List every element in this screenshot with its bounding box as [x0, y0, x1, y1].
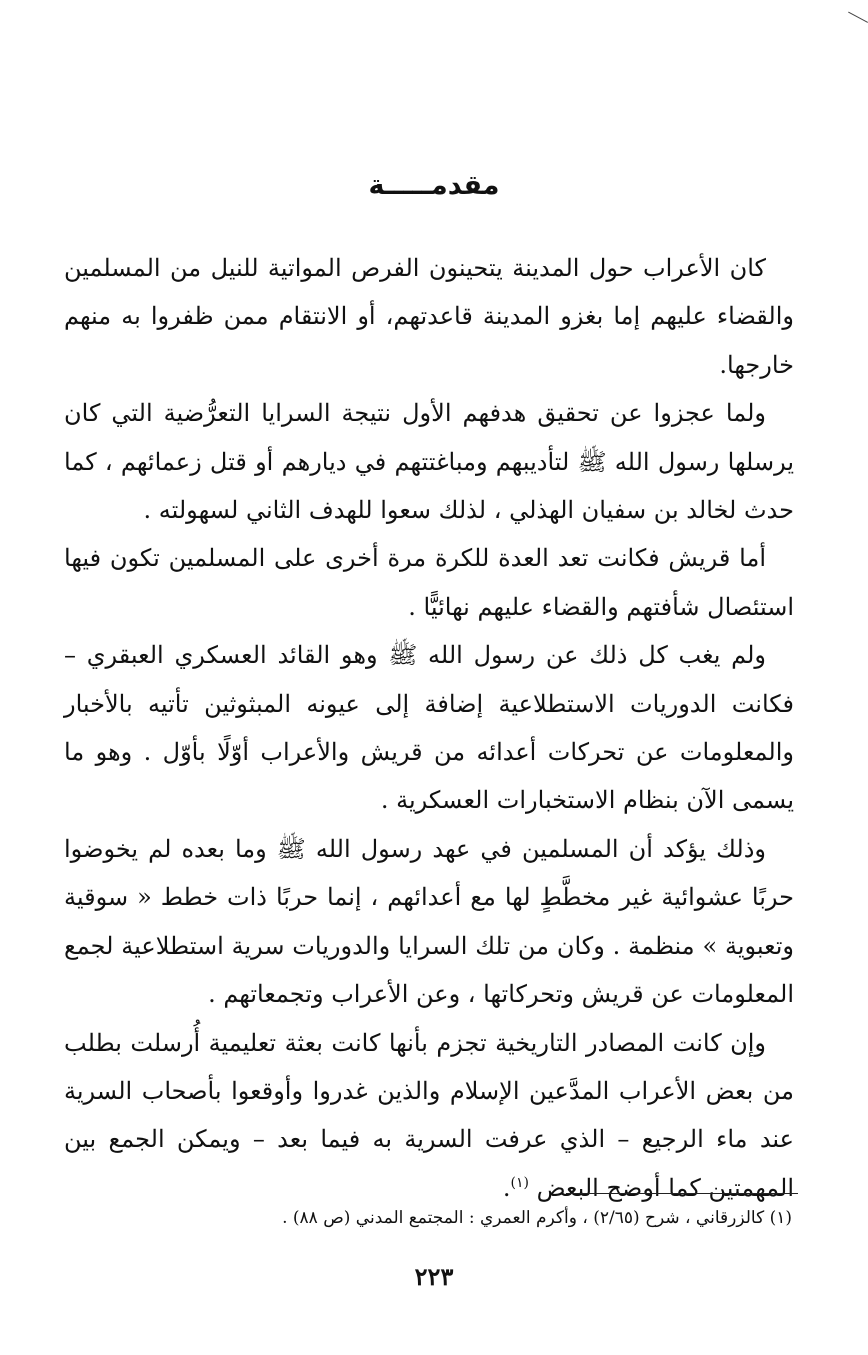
paragraph-6-end-punctuation: .: [502, 1173, 511, 1202]
page-corner-mark: [839, 12, 868, 41]
paragraph-5: وذلك يؤكد أن المسلمين في عهد رسول الله ﷺ وما بعده لم يخوضوا حربًا عشوائية غير مخطَّطٍ لها مع أعدائهم ، إنما حربًا ذات خطط « سوقية وتعبوية » منظمة . وكان من تلك السرايا والدوريات سرية استطلاعية لجمع المعلومات عن قريش وتحركاتها ، وعن الأعراب وتجمعاتهم .: [64, 834, 794, 1009]
paragraph-6: [64, 1019, 794, 1213]
page-number: ٢٢٣: [414, 1262, 454, 1291]
paragraph-3: أما قريش فكانت تعد العدة للكرة مرة أخرى على المسلمين تكون فيها استئصال شأفتهم والقضاء عليهم نهائيًّا .: [64, 544, 794, 621]
paragraph-6-text: وإن كانت المصادر التاريخية تجزم بأنها كانت بعثة تعليمية أُرسلت بطلب من بعض الأعراب المدَّعين الإسلام والذين غدروا وأوقعوا بأصحاب السرية عند ماء الرجيع – الذي عرفت السرية به فيما بعد – ويمكن الجمع بين المهمتين كما أوضح البعض: [64, 1028, 794, 1202]
paragraph-4: ولم يغب كل ذلك عن رسول الله ﷺ وهو القائد العسكري العبقري – فكانت الدوريات الاستطلاعية إضافة إلى عيونه المبثوثين تأتيه بالأخبار والمعلومات عن تحركات أعدائه من قريش والأعراب أوّلًا بأوّل . وهو ما يسمى الآن بنظام الاستخبارات العسكرية .: [64, 641, 794, 815]
paragraph-2: ولما عجزوا عن تحقيق هدفهم الأول نتيجة السرايا التعرُّضية التي كان يرسلها رسول الله ﷺ لتأديبهم ومباغتتهم في ديارهم أو قتل زعمائهم ، كما حدث لخالد بن سفيان الهذلي ، لذلك سعوا للهدف الثاني لسهولته .: [64, 399, 794, 525]
paragraph-1: كان الأعراب حول المدينة يتحينون الفرص المواتية للنيل من المسلمين والقضاء عليهم إما بغزو المدينة قاعدتهم، أو الانتقام ممن ظفروا به منهم خارجها.: [64, 254, 794, 379]
body-text: [64, 244, 794, 1212]
page-title: مقدمـــــة: [368, 170, 500, 201]
footnote-divider: [566, 1193, 798, 1194]
footnote-reference: (١): [510, 1174, 529, 1191]
footnote: (١) كالزرقاني ، شرح (٢/٦٥) ، وأكرم العمري : المجتمع المدني (ص ٨٨) .: [282, 1208, 792, 1228]
